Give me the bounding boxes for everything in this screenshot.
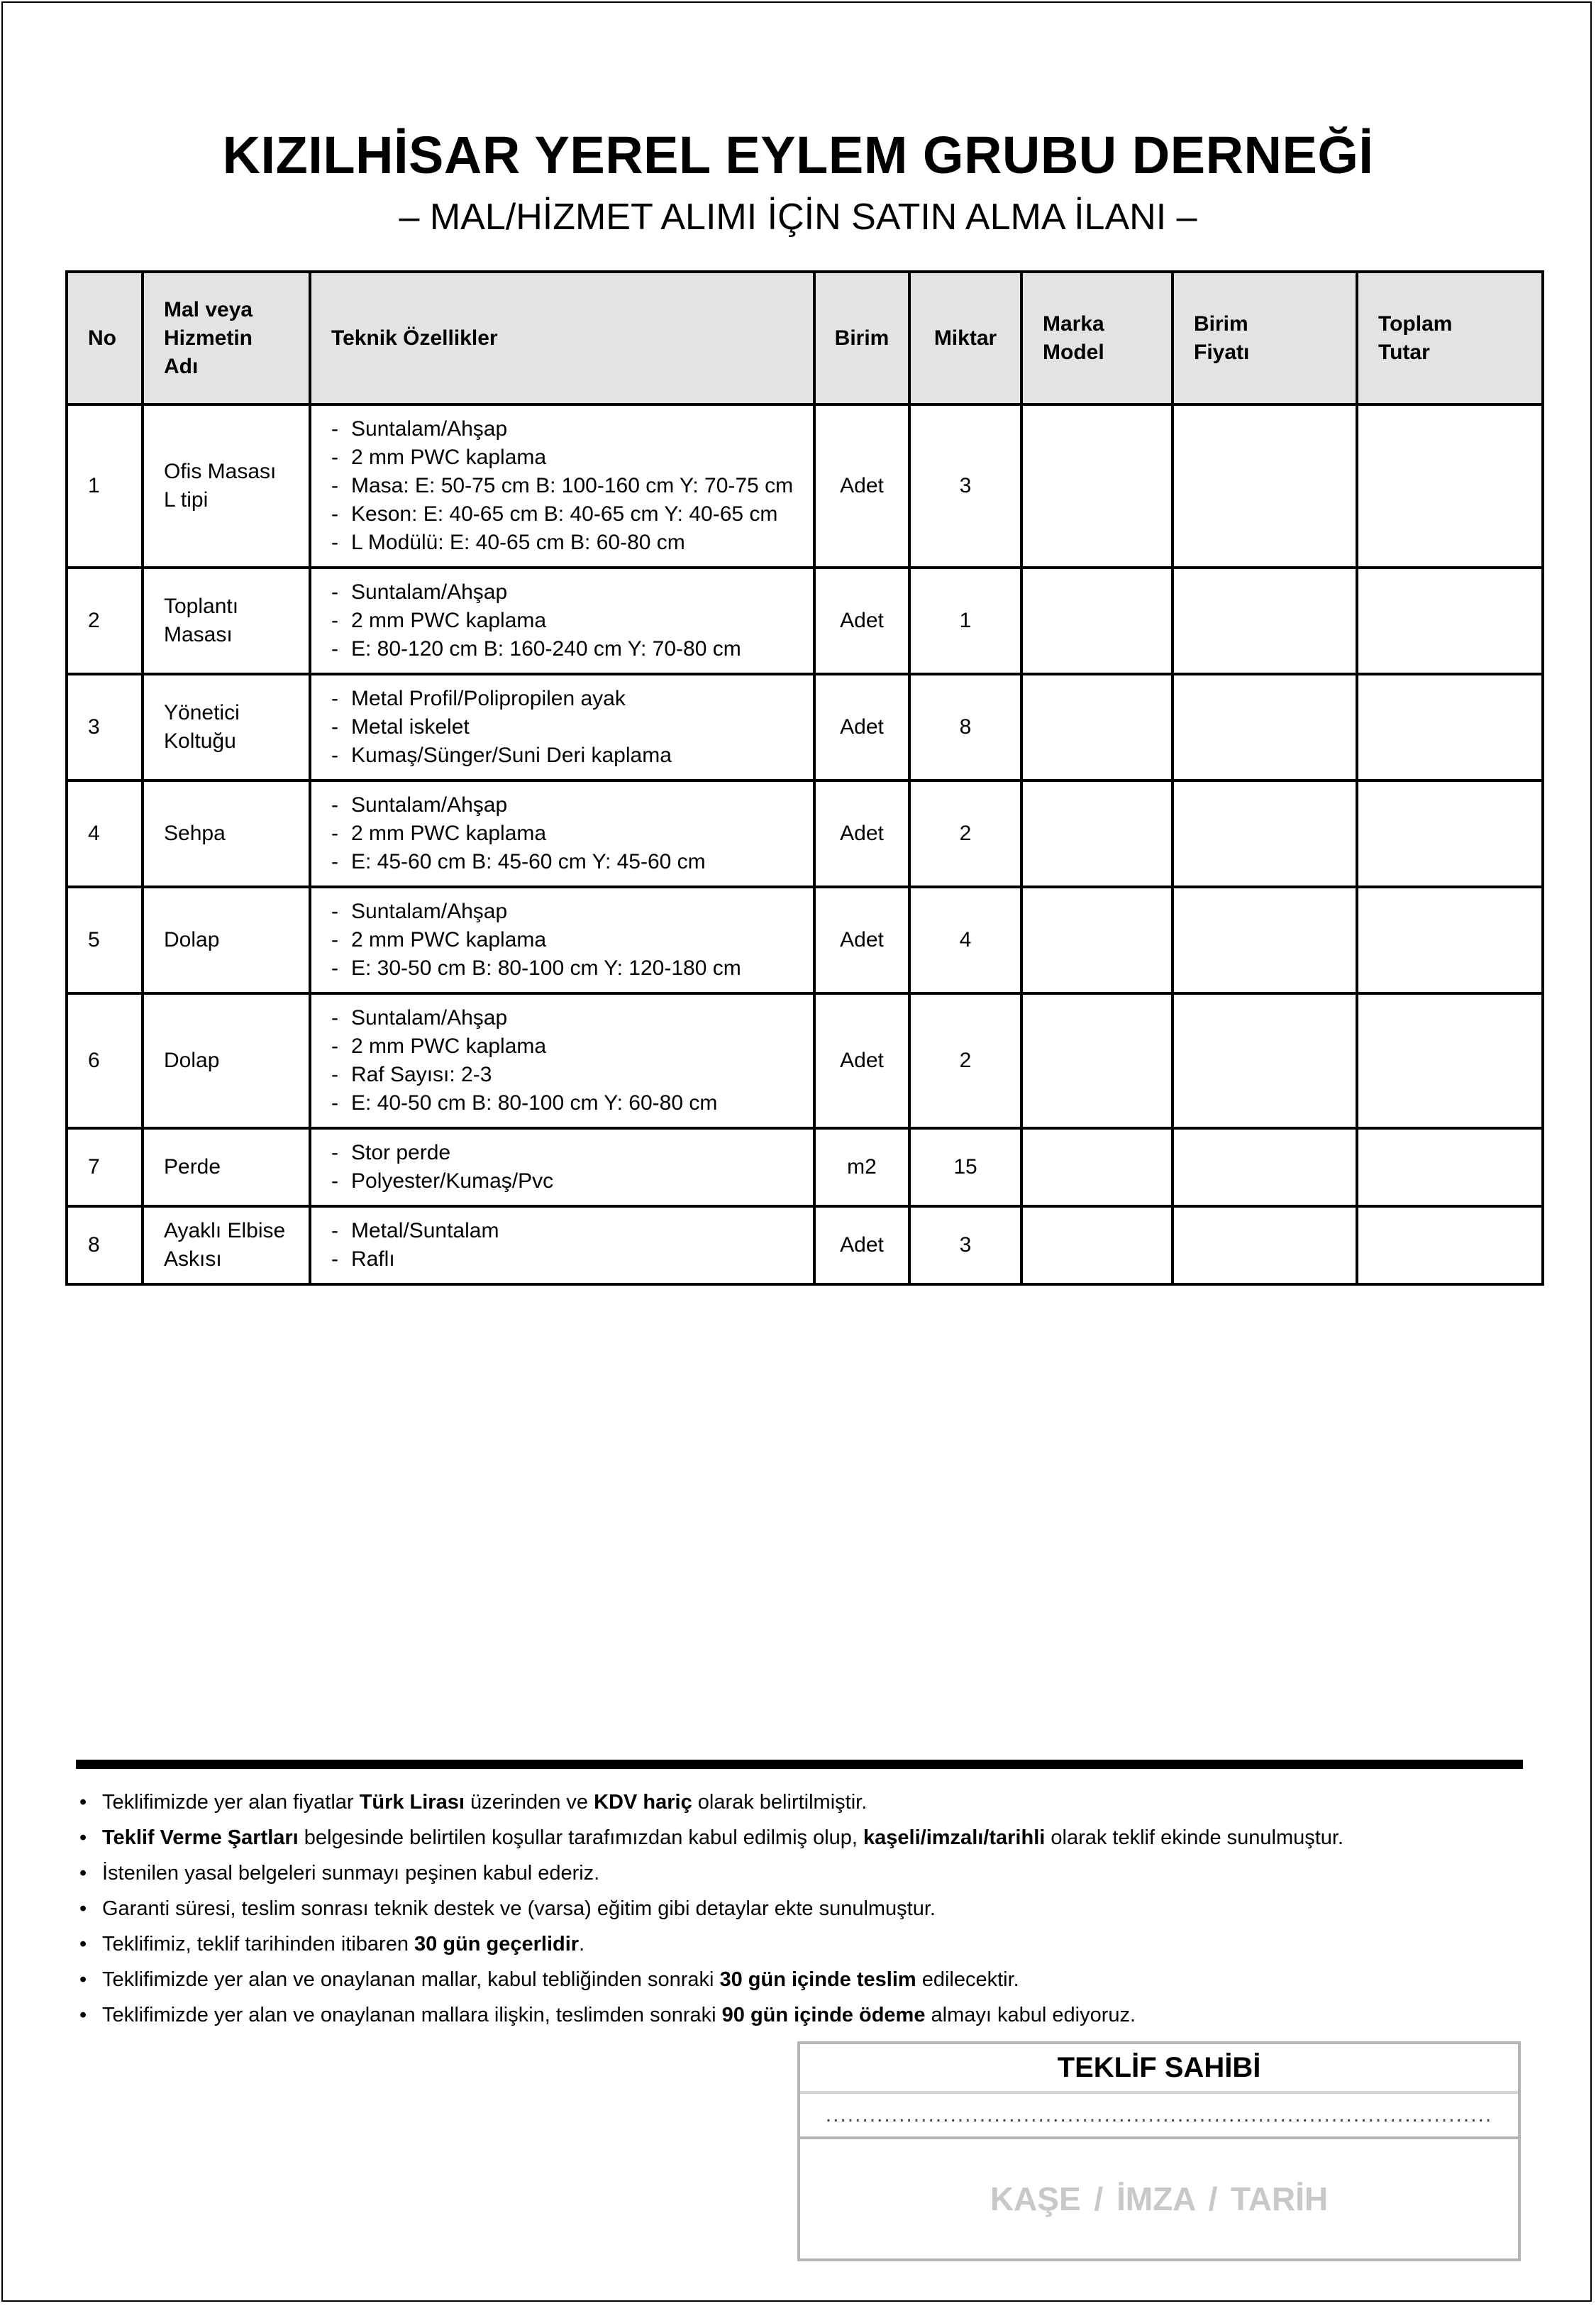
technical-specs [310, 674, 814, 780]
spec-item: - Keson: E: 40-65 cm B: 40-65 cm Y: 40-65 cm [331, 500, 813, 529]
row-number: 4 [67, 780, 143, 887]
quantity-cell: 2 [909, 993, 1021, 1128]
spec-item: - Polyester/Kumaş/Pvc [331, 1167, 813, 1196]
technical-specs [310, 993, 814, 1128]
table-row [67, 993, 1543, 1128]
brand-model-cell [1021, 674, 1173, 780]
brand-model-cell [1021, 1128, 1173, 1206]
spec-item: - Masa: E: 50-75 cm B: 100-160 cm Y: 70-75 cm [331, 472, 813, 500]
spec-item: - 2 mm PWC kaplama [331, 607, 813, 635]
unit-price-cell [1173, 1206, 1357, 1284]
header-item-name: Mal veya Hizmetin Adı [143, 272, 310, 404]
unit-price-cell [1173, 887, 1357, 993]
row-number: 2 [67, 568, 143, 674]
signature-stamp-placeholder: KAŞE / İMZA / TARİH [990, 2180, 1329, 2217]
spec-item: - Suntalam/Ahşap [331, 1004, 813, 1032]
total-amount-cell [1357, 887, 1543, 993]
item-name: Sehpa [143, 780, 310, 887]
brand-model-cell [1021, 887, 1173, 993]
unit-price-cell [1173, 404, 1357, 568]
signature-box [797, 2041, 1521, 2261]
spec-list [331, 1004, 813, 1118]
unit-cell: Adet [814, 993, 909, 1128]
unit-cell: Adet [814, 1206, 909, 1284]
total-amount-cell [1357, 568, 1543, 674]
table-row [67, 1128, 1543, 1206]
terms-item: • İstenilen yasal belgeleri sunmayı peşinen kabul ederiz. [79, 1855, 1526, 1891]
row-number: 3 [67, 674, 143, 780]
unit-cell: Adet [814, 674, 909, 780]
table-row [67, 674, 1543, 780]
section-divider [76, 1760, 1523, 1769]
bullet-icon: • [79, 1826, 87, 1849]
total-amount-cell [1357, 1128, 1543, 1206]
spec-item: - Metal iskelet [331, 713, 813, 741]
technical-specs [310, 1128, 814, 1206]
unit-price-cell [1173, 568, 1357, 674]
unit-cell: Adet [814, 568, 909, 674]
row-number: 6 [67, 993, 143, 1128]
header-total-amount: Toplam Tutar [1357, 272, 1543, 404]
quantity-cell: 3 [909, 404, 1021, 568]
bullet-icon: • [79, 1968, 87, 1991]
spec-item: - Suntalam/Ahşap [331, 578, 813, 607]
row-number: 5 [67, 887, 143, 993]
spec-item: - Metal/Suntalam [331, 1217, 813, 1245]
unit-cell: Adet [814, 404, 909, 568]
spec-item: - 2 mm PWC kaplama [331, 926, 813, 954]
item-name: Dolap [143, 993, 310, 1128]
brand-model-cell [1021, 568, 1173, 674]
terms-list [79, 1784, 1526, 2033]
spec-item: - Raflı [331, 1245, 813, 1274]
header-brand-model: Marka Model [1021, 272, 1173, 404]
terms-item: • Teklif Verme Şartları belgesinde belirtilen koşullar tarafımızdan kabul edilmiş olup, kaşeli/imzalı/tarihli olarak teklif ekinde sunulmuştur. [79, 1820, 1526, 1855]
bullet-icon: • [79, 2004, 87, 2026]
spec-item: - 2 mm PWC kaplama [331, 1032, 813, 1061]
total-amount-cell [1357, 404, 1543, 568]
technical-specs [310, 780, 814, 887]
items-table [65, 270, 1544, 1286]
total-amount-cell [1357, 780, 1543, 887]
header-unit: Birim [814, 272, 909, 404]
quantity-cell: 4 [909, 887, 1021, 993]
terms-item: • Teklifimizde yer alan fiyatlar Türk Lirası üzerinden ve KDV hariç olarak belirtilmiştir. [79, 1784, 1526, 1820]
unit-price-cell [1173, 1128, 1357, 1206]
item-name: Ofis Masası L tipi [143, 404, 310, 568]
terms-item: • Teklifimiz, teklif tarihinden itibaren 30 gün geçerlidir. [79, 1926, 1526, 1962]
bullet-icon: • [79, 1933, 87, 1955]
header-no: No [67, 272, 143, 404]
table-row [67, 780, 1543, 887]
spec-item: - 2 mm PWC kaplama [331, 820, 813, 848]
item-name: Perde [143, 1128, 310, 1206]
quantity-cell: 2 [909, 780, 1021, 887]
unit-cell: Adet [814, 887, 909, 993]
quantity-cell: 15 [909, 1128, 1021, 1206]
technical-specs [310, 404, 814, 568]
spec-item: - Suntalam/Ahşap [331, 791, 813, 820]
spec-list [331, 791, 813, 876]
technical-specs [310, 1206, 814, 1284]
spec-list [331, 898, 813, 983]
total-amount-cell [1357, 993, 1543, 1128]
spec-item: - E: 80-120 cm B: 160-240 cm Y: 70-80 cm [331, 635, 813, 663]
item-name: Dolap [143, 887, 310, 993]
table-row [67, 1206, 1543, 1284]
spec-item: - E: 30-50 cm B: 80-100 cm Y: 120-180 cm [331, 954, 813, 983]
signature-title: TEKLİF SAHİBİ [800, 2044, 1518, 2094]
spec-list [331, 415, 813, 557]
spec-list [331, 1217, 813, 1274]
brand-model-cell [1021, 780, 1173, 887]
spec-item: - Raf Sayısı: 2-3 [331, 1061, 813, 1089]
bullet-icon: • [79, 1897, 87, 1920]
bullet-icon: • [79, 1791, 87, 1814]
brand-model-cell [1021, 993, 1173, 1128]
signature-name-line: ........................................................................................... [800, 2094, 1518, 2139]
table-row [67, 887, 1543, 993]
unit-price-cell [1173, 780, 1357, 887]
row-number: 1 [67, 404, 143, 568]
spec-list [331, 1139, 813, 1196]
spec-item: - Metal Profil/Polipropilen ayak [331, 685, 813, 713]
spec-item: - Kumaş/Sünger/Suni Deri kaplama [331, 741, 813, 770]
page-subtitle: – MAL/HİZMET ALIMI İÇİN SATIN ALMA İLANI – [399, 197, 1197, 238]
spec-item: - E: 45-60 cm B: 45-60 cm Y: 45-60 cm [331, 848, 813, 876]
bullet-icon: • [79, 1862, 87, 1885]
spec-item: - 2 mm PWC kaplama [331, 443, 813, 472]
item-name: Toplantı Masası [143, 568, 310, 674]
quantity-cell: 3 [909, 1206, 1021, 1284]
brand-model-cell [1021, 404, 1173, 568]
quantity-cell: 8 [909, 674, 1021, 780]
row-number: 8 [67, 1206, 143, 1284]
page-title: KIZILHİSAR YEREL EYLEM GRUBU DERNEĞİ [222, 126, 1374, 184]
header-unit-price: Birim Fiyatı [1173, 272, 1357, 404]
table-body [67, 404, 1543, 1284]
item-name: Yönetici Koltuğu [143, 674, 310, 780]
header-technical-specs: Teknik Özellikler [310, 272, 814, 404]
technical-specs [310, 568, 814, 674]
terms-item: • Teklifimizde yer alan ve onaylanan mallar, kabul tebliğinden sonraki 30 gün içinde teslim edilecektir. [79, 1962, 1526, 1997]
unit-price-cell [1173, 993, 1357, 1128]
spec-item: - Stor perde [331, 1139, 813, 1167]
total-amount-cell [1357, 1206, 1543, 1284]
brand-model-cell [1021, 1206, 1173, 1284]
spec-item: - E: 40-50 cm B: 80-100 cm Y: 60-80 cm [331, 1089, 813, 1118]
unit-price-cell [1173, 674, 1357, 780]
spec-item: - L Modülü: E: 40-65 cm B: 60-80 cm [331, 529, 813, 557]
spec-item: - Suntalam/Ahşap [331, 898, 813, 926]
technical-specs [310, 887, 814, 993]
item-name: Ayaklı Elbise Askısı [143, 1206, 310, 1284]
spec-item: - Suntalam/Ahşap [331, 415, 813, 443]
terms-item: • Garanti süresi, teslim sonrası teknik destek ve (varsa) eğitim gibi detaylar ekte sunulmuştur. [79, 1891, 1526, 1926]
row-number: 7 [67, 1128, 143, 1206]
spec-list [331, 578, 813, 663]
terms-item: • Teklifimizde yer alan ve onaylanan mallara ilişkin, teslimden sonraki 90 gün içinde ödeme almayı kabul ediyoruz. [79, 1997, 1526, 2033]
total-amount-cell [1357, 674, 1543, 780]
quantity-cell: 1 [909, 568, 1021, 674]
unit-cell: m2 [814, 1128, 909, 1206]
header-quantity: Miktar [909, 272, 1021, 404]
table-header-row [67, 272, 1543, 404]
table-row [67, 404, 1543, 568]
spec-list [331, 685, 813, 770]
unit-cell: Adet [814, 780, 909, 887]
table-row [67, 568, 1543, 674]
